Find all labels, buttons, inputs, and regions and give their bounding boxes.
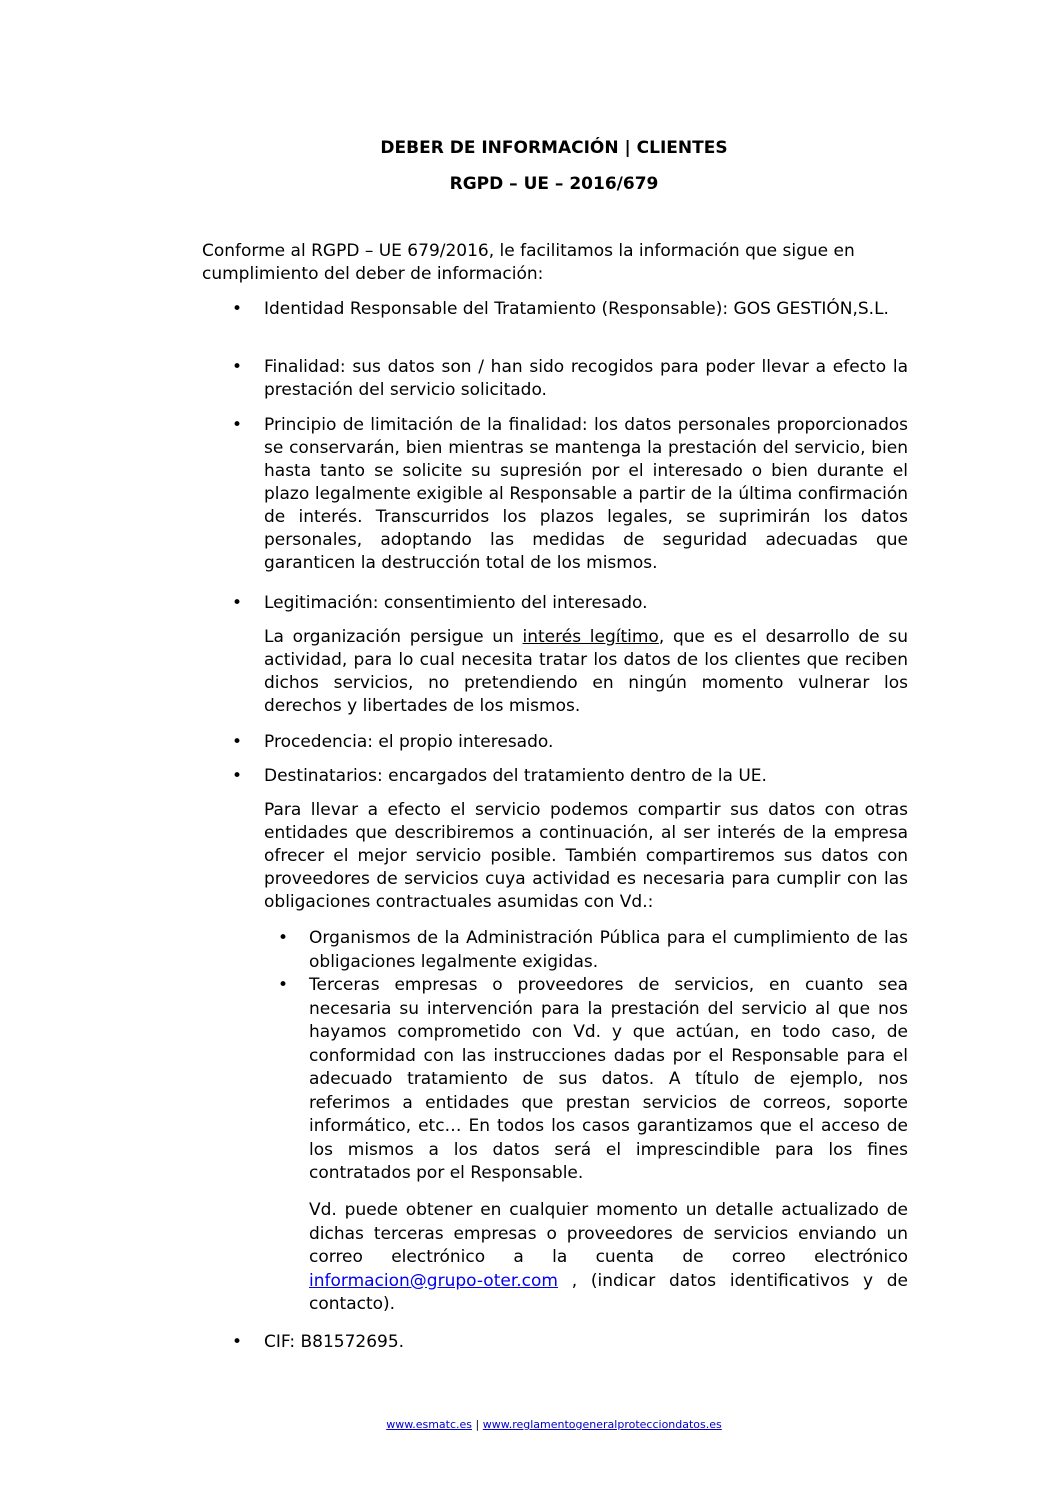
footer xyxy=(0,1418,1058,1431)
bullet-icon: • xyxy=(232,357,243,377)
sub-list-item: Terceras empresas o proveedores de servicios, en cuanto sea necesaria su intervención para la prestación del servicio al que nos hayamos comprometido con Vd. y que actúan, en todo caso, de conformidad con las instrucciones dadas por el Responsable para el adecuado tratamiento de sus datos. A título de ejemplo, nos referimos a entidades que prestan servicios de correos, soporte informático, etc… En todos los casos garantizamos que el acceso de los mismos a los datos será el imprescindible para los fines contratados por el Responsable. xyxy=(309,975,908,1183)
bullet-icon: • xyxy=(232,299,243,319)
bullet-icon: • xyxy=(232,732,243,752)
footer-separator: | xyxy=(472,1418,483,1431)
bullet-icon: • xyxy=(232,766,243,786)
footer-link-reglamento[interactable]: www.reglamentogeneralprotecciondatos.es xyxy=(482,1418,722,1431)
contact-text-pre: Vd. puede obtener en cualquier momento un detalle actualizado de dichas terceras empresas o proveedores de servicios enviando un correo electrónico a la cuenta de correo electrónico xyxy=(309,1200,908,1267)
bullet-icon: • xyxy=(232,593,243,613)
bullet-icon: • xyxy=(278,928,289,948)
sub-list-item: Organismos de la Administración Pública para el cumplimiento de las obligaciones legalmente exigidas. xyxy=(309,928,908,972)
contact-text-post: , (indicar datos identificativos y de contacto). xyxy=(309,1270,908,1314)
list-item-procedencia: Procedencia: el propio interesado. xyxy=(264,732,554,752)
footer-link-esmatc[interactable]: www.esmatc.es xyxy=(386,1418,473,1431)
intro-paragraph: Conforme al RGPD – UE 679/2016, le facilitamos la información que sigue en cumplimiento del deber de información: xyxy=(202,241,855,284)
document-title: DEBER DE INFORMACIÓN | CLIENTES xyxy=(380,138,728,158)
list-item-finalidad: Finalidad: sus datos son / han sido recogidos para poder llevar a efecto la prestación del servicio solicitado. xyxy=(264,357,908,400)
legitimacion-detail-pre: La organización persigue un xyxy=(264,627,523,647)
legitimacion-detail xyxy=(264,626,908,718)
bullet-icon: • xyxy=(278,975,289,995)
list-item-identidad: Identidad Responsable del Tratamiento (Responsable): GOS GESTIÓN,S.L. xyxy=(264,299,889,319)
bullet-icon: • xyxy=(232,1332,243,1352)
document-subtitle: RGPD – UE – 2016/679 xyxy=(449,174,659,194)
contact-paragraph xyxy=(309,1199,908,1317)
list-item-cif: CIF: B81572695. xyxy=(264,1332,405,1352)
list-item-destinatarios: Destinatarios: encargados del tratamiento dentro de la UE. xyxy=(264,766,767,786)
destinatarios-detail: Para llevar a efecto el servicio podemos compartir sus datos con otras entidades que describiremos a continuación, al ser interés de la empresa ofrecer el mejor servicio posible. También compartiremos sus datos con proveedores de servicios cuya actividad es necesaria para cumplir con las obligaciones contractuales asumidas con Vd.: xyxy=(264,800,908,912)
list-item-legitimacion: Legitimación: consentimiento del interesado. xyxy=(264,593,648,613)
contact-email-link[interactable]: informacion@grupo-oter.com xyxy=(309,1270,558,1291)
interes-legitimo-text: interés legítimo xyxy=(522,627,659,647)
legitimacion-detail-post: , que es el desarrollo de su actividad, para lo cual necesita tratar los datos de los clientes que reciben dichos servicios, no pretendiendo en ningún momento vulnerar los derechos y libertades de los mismos. xyxy=(264,627,908,716)
list-item-principio: Principio de limitación de la finalidad: los datos personales proporcionados se conservarán, bien mientras se mantenga la prestación del servicio, bien hasta tanto se solicite su supresión por el interesado o bien durante el plazo legalmente exigible al Responsable a partir de la última confirmación de interés. Transcurridos los plazos legales, se suprimirán los datos personales, adoptando las medidas de seguridad adecuadas que garanticen la destrucción total de los mismos. xyxy=(264,415,908,573)
bullet-icon: • xyxy=(232,415,243,435)
